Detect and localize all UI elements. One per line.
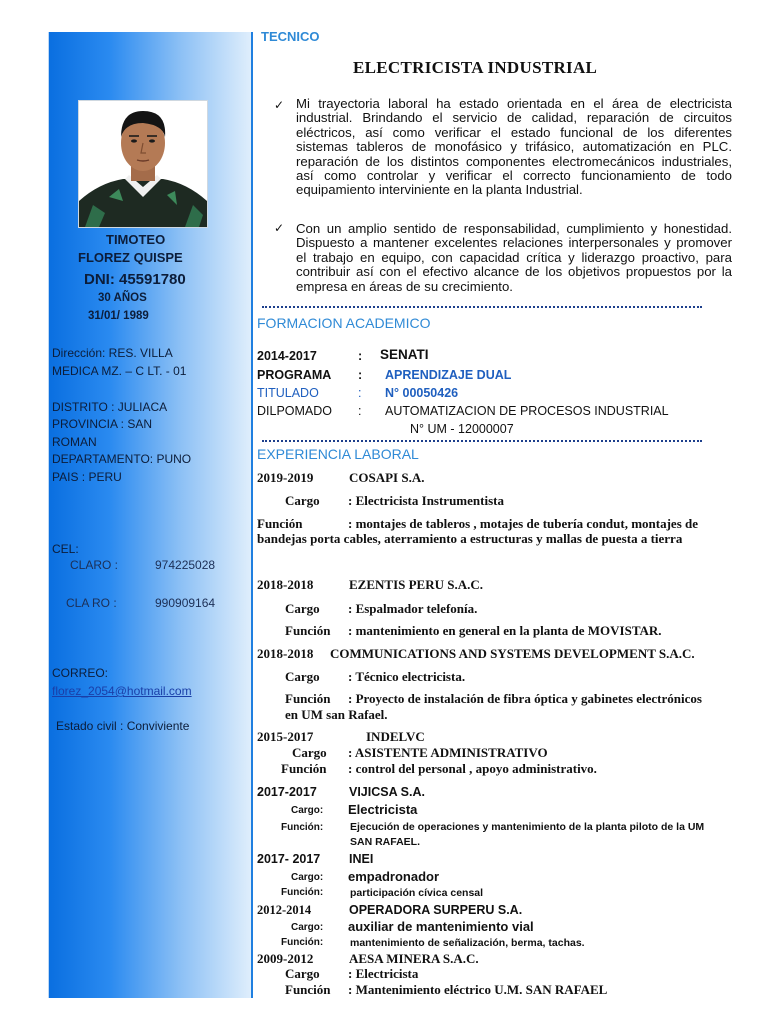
- email-label: CORREO:: [52, 666, 109, 680]
- exp-cargo: : Técnico electricista.: [348, 669, 466, 684]
- exp-func-label: Función: [281, 761, 327, 776]
- exp-years: 2009-2012: [257, 951, 314, 966]
- cel-label: CEL:: [52, 542, 79, 556]
- edu-titled-label: TITULADO: [257, 386, 319, 400]
- address-line2: MEDICA MZ. – C LT. - 01: [52, 364, 187, 378]
- exp-cargo: auxiliar de mantenimiento vial: [348, 919, 534, 934]
- exp-func: : Mantenimiento eléctrico U.M. SAN RAFAEL: [348, 982, 608, 997]
- exp-func: : montajes de tableros , motajes de tubería condut, montajes de: [348, 516, 699, 531]
- edu-diploma-value: AUTOMATIZACION DE PROCESOS INDUSTRIAL: [385, 404, 669, 418]
- exp-func: : control del personal , apoyo administrativo.: [348, 761, 597, 776]
- province-cont: ROMAN: [52, 435, 97, 449]
- exp-cargo: empadronador: [348, 869, 440, 884]
- exp-cargo-label: Cargo: [285, 669, 320, 684]
- exp-func-label: Función: [285, 623, 331, 638]
- exp-years: 2012-2014: [257, 903, 312, 917]
- exp-company: INDELVC: [366, 729, 425, 744]
- role-label: TECNICO: [261, 29, 320, 44]
- exp-cargo: : ASISTENTE ADMINISTRATIVO: [348, 745, 548, 760]
- exp-years: 2018-2018: [257, 577, 314, 592]
- edu-diploma-number: N° UM - 12000007: [410, 422, 514, 436]
- exp-cargo-label: Cargo: [285, 966, 320, 981]
- exp-years: 2017- 2017: [257, 852, 321, 866]
- exp-cargo: : Electricista: [348, 966, 419, 981]
- exp-cargo: : Espalmador telefonía.: [348, 601, 478, 616]
- address-line1: Dirección: RES. VILLA: [52, 346, 173, 360]
- exp-cargo-label: Cargo:: [291, 805, 324, 816]
- page-title: ELECTRICISTA INDUSTRIAL: [353, 58, 598, 77]
- exp-func-label: Función: [257, 516, 303, 531]
- summary-paragraph-2: Con un amplio sentido de responsabilidad, cumplimiento y honestidad. Dispuesto a mantener excelentes relaciones interpersonales y promover el trabajo en equipo, con capacidad crítica y liderazgo proactivo, para contribuir así con el efectivo alcance de los objetivos propuestos por la empresa en áreas de su crecimiento.: [296, 221, 732, 294]
- edu-titled-value: N° 00050426: [385, 386, 459, 400]
- exp-func: : Proyecto de instalación de fibra óptica y gabinetes electrónicos: [348, 691, 702, 706]
- phone2-label: CLA RO :: [66, 596, 117, 610]
- civil-status: Estado civil : Conviviente: [56, 719, 190, 733]
- summary-paragraph-1: Mi trayectoria laboral ha estado orientada en el área de electricista industrial. Brindando el servicio de calidad, reparación de circuitos eléctricos, así como verificar el estado funcional de los diferentes sistemas tableros de monofásico y trifásico, automatización en PLC. reparación de los distintos componentes electromecánicos industriales, así como controlar y verificar el correcto funcionamiento de todo equipamiento interviniente en la planta Industrial.: [296, 96, 732, 198]
- exp-company: VIJICSA S.A.: [349, 785, 425, 799]
- name-last: FLOREZ QUISPE: [78, 250, 183, 265]
- edu-year: 2014-2017: [257, 349, 317, 363]
- dni: DNI: 45591780: [84, 271, 186, 288]
- name-first: TIMOTEO: [106, 232, 166, 247]
- exp-company: INEI: [349, 852, 374, 866]
- exp-func: : mantenimiento en general en la planta de MOVISTAR.: [348, 623, 662, 638]
- education-title: FORMACION ACADEMICO: [257, 315, 431, 331]
- exp-cargo-label: Cargo: [292, 745, 327, 760]
- edu-program-value: APRENDIZAJE DUAL: [385, 368, 512, 382]
- province: PROVINCIA : SAN: [52, 417, 153, 431]
- exp-cargo: : Electricista Instrumentista: [348, 493, 504, 508]
- exp-company: COSAPI S.A.: [349, 470, 425, 485]
- exp-cargo: Electricista: [348, 802, 418, 817]
- edu-diploma-label: DILPOMADO: [257, 404, 333, 418]
- exp-func-cont: bandejas porta cables, aterramiento a estructuras y mallas de puesta a tierra: [257, 531, 683, 546]
- edu-colon: :: [358, 349, 363, 363]
- exp-cargo-label: Cargo:: [291, 922, 324, 933]
- checkmark-icon: ✓: [274, 221, 285, 235]
- edu-program-label: PROGRAMA: [257, 368, 332, 382]
- country: PAIS : PERU: [52, 470, 122, 484]
- divider: [262, 440, 702, 442]
- department: DEPARTAMENTO: PUNO: [52, 452, 192, 466]
- exp-company: OPERADORA SURPERU S.A.: [349, 903, 523, 917]
- edu-institution: SENATI: [380, 347, 429, 362]
- exp-years: 2018-2018: [257, 646, 314, 661]
- exp-company: EZENTIS PERU S.A.C.: [349, 577, 484, 592]
- phone2-value: 990909164: [155, 596, 216, 610]
- exp-company: COMMUNICATIONS AND SYSTEMS DEVELOPMENT S.A.C.: [330, 646, 695, 661]
- exp-func-label: Función:: [281, 937, 324, 948]
- exp-func-cont: SAN RAFAEL.: [350, 836, 421, 848]
- divider: [262, 306, 702, 308]
- exp-cargo-label: Cargo:: [291, 872, 324, 883]
- edu-colon: :: [358, 386, 362, 400]
- exp-years: 2017-2017: [257, 785, 317, 799]
- exp-func-label: Función:: [281, 887, 324, 898]
- exp-func-label: Función:: [281, 822, 324, 833]
- exp-func: mantenimiento de señalización, berma, tachas.: [350, 937, 585, 949]
- exp-cargo-label: Cargo: [285, 493, 320, 508]
- exp-func-label: Función: [285, 982, 331, 997]
- exp-company: AESA MINERA S.A.C.: [349, 951, 479, 966]
- exp-func-label: Función: [285, 691, 331, 706]
- birthdate: 31/01/ 1989: [88, 310, 149, 322]
- exp-func: Ejecución de operaciones y mantenimiento de la planta piloto de la UM: [350, 821, 705, 833]
- email-link[interactable]: florez_2054@hotmail.com: [52, 684, 192, 698]
- edu-colon: :: [358, 368, 363, 382]
- district: DISTRITO : JULIACA: [52, 400, 168, 414]
- phone1-value: 974225028: [155, 558, 216, 572]
- exp-years: 2015-2017: [257, 729, 314, 744]
- age: 30 AÑOS: [98, 292, 147, 304]
- exp-func-cont: en UM san Rafael.: [285, 707, 388, 722]
- exp-years: 2019-2019: [257, 470, 314, 485]
- experience-title: EXPERIENCIA LABORAL: [257, 446, 419, 462]
- edu-colon: :: [358, 404, 362, 418]
- profile-photo-image: [79, 101, 207, 227]
- exp-func: participación cívica censal: [350, 887, 484, 899]
- checkmark-icon: ✓: [274, 98, 285, 112]
- exp-cargo-label: Cargo: [285, 601, 320, 616]
- phone1-label: CLARO :: [70, 558, 119, 572]
- profile-photo: [78, 100, 208, 228]
